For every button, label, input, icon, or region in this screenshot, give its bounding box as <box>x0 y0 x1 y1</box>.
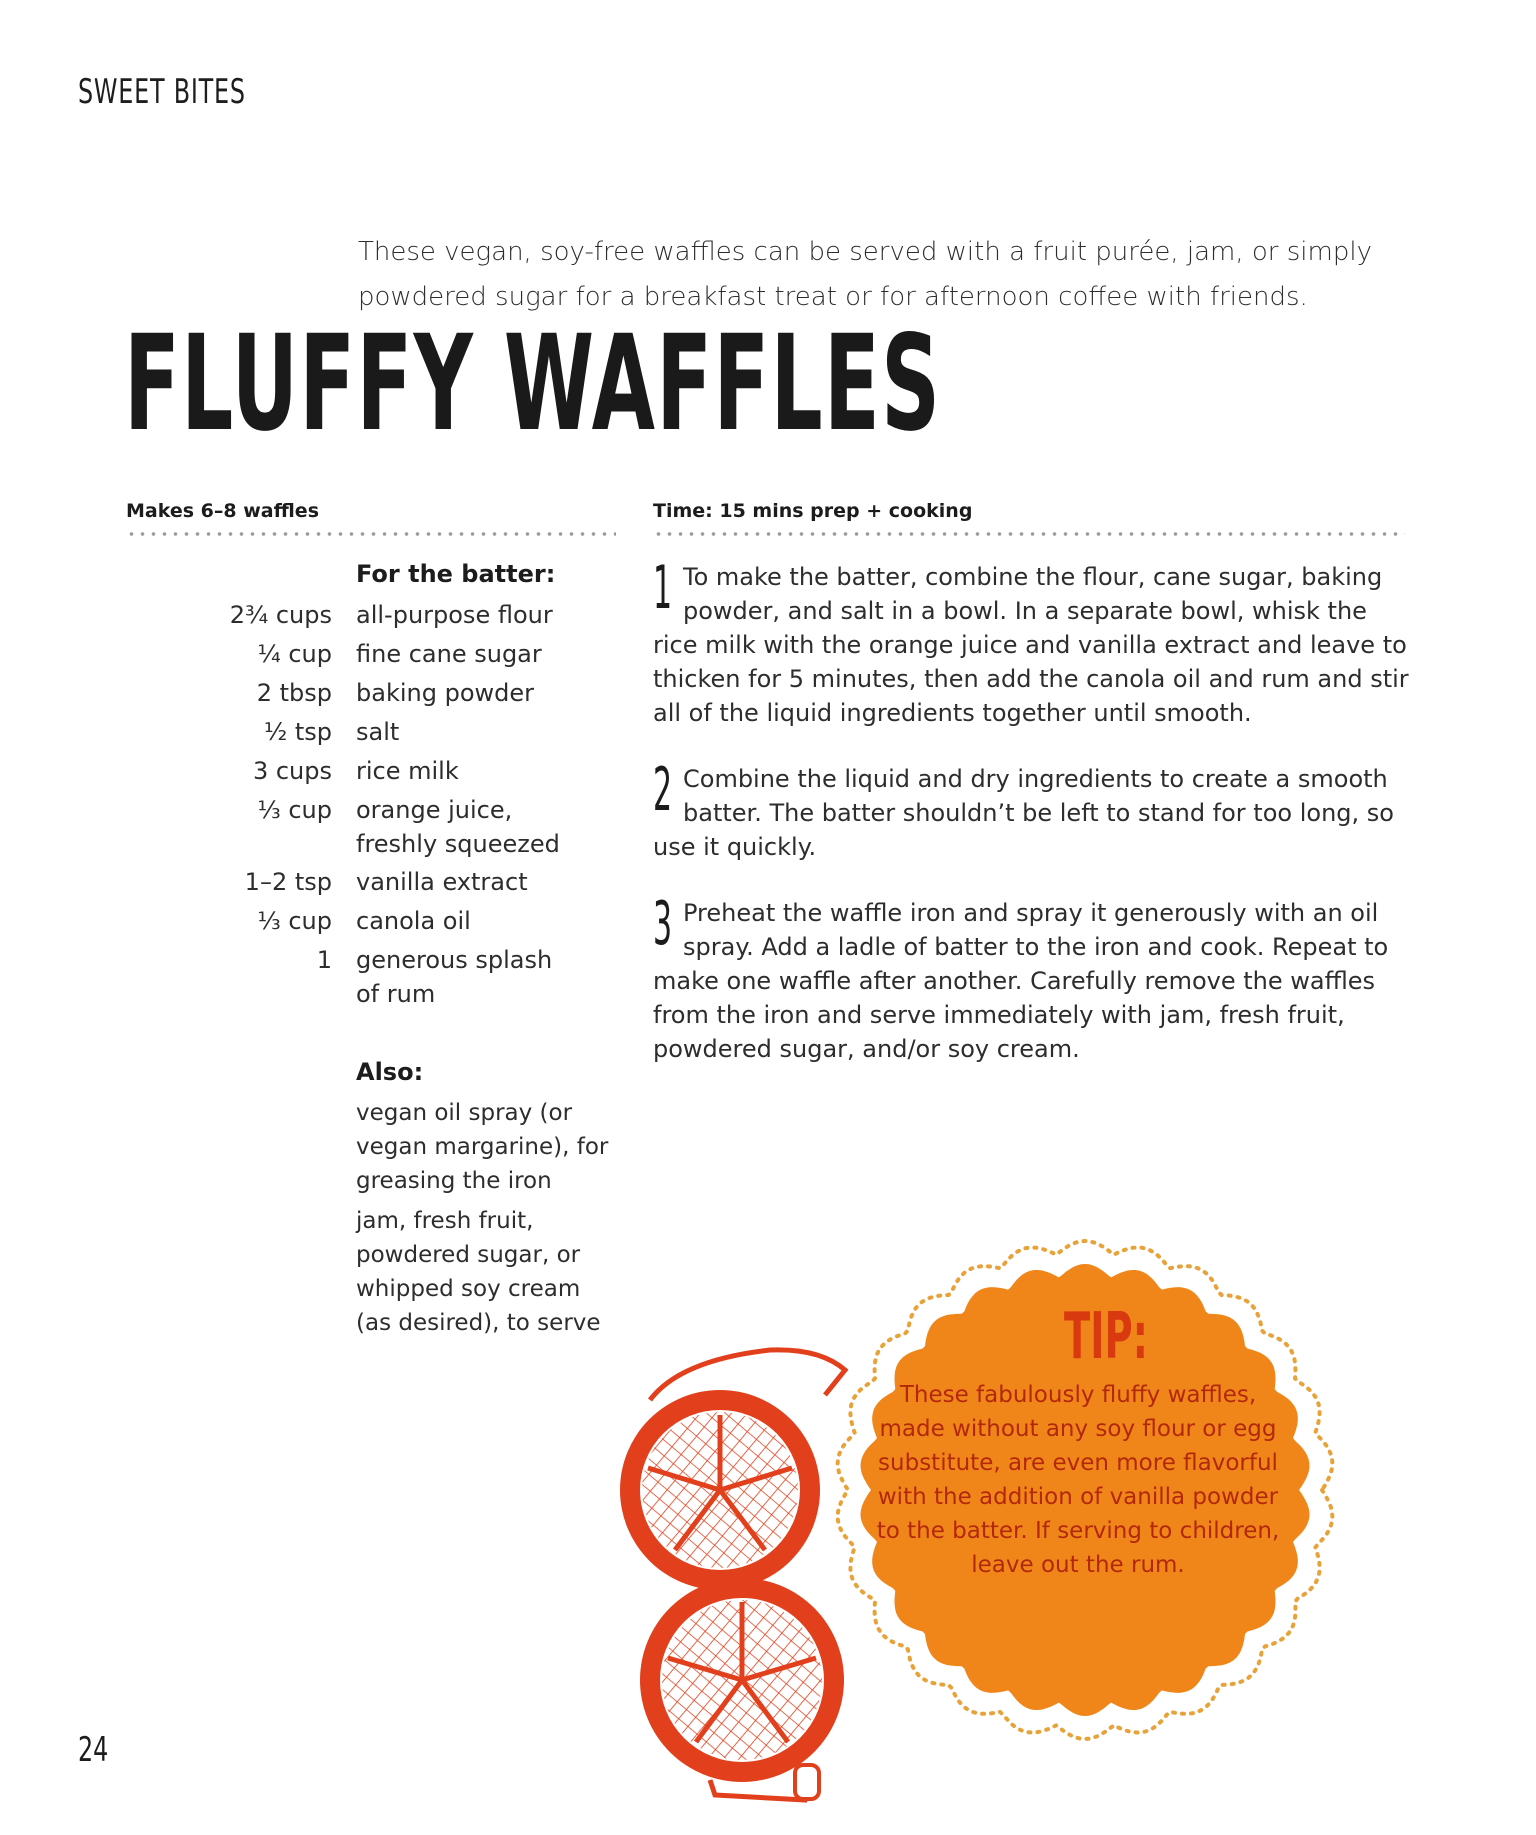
ingredient-qty: ¼ cup <box>257 640 332 668</box>
ingredient-qty: ½ tsp <box>263 718 332 746</box>
also-item: vegan oil spray (or vegan margarine), for greasing the iron <box>356 1100 609 1194</box>
step-text: Combine the liquid and dry ingredients to create a smooth batter. The batter shouldn’t be left to stand for too long, so use it quickly. <box>653 765 1394 861</box>
step-3 <box>653 889 1413 1066</box>
ingredient-qty: 3 cups <box>252 757 332 785</box>
ingredient-name: rice milk <box>356 757 459 785</box>
step-number: 3 <box>653 889 673 959</box>
step-text: To make the batter, combine the flour, cane sugar, baking powder, and salt in a bowl. In a separate bowl, whisk the rice milk with the orange juice and vanilla extract and leave to thicken for 5 minutes, then add the canola oil and rum and stir all of the liquid ingredients together until smooth. <box>653 563 1409 727</box>
ingredient-qty: 2¾ cups <box>229 601 332 629</box>
ingredient-name: salt <box>356 718 400 746</box>
ingredient-name: baking powder <box>356 679 534 707</box>
ingredient-name: orange juice, freshly squeezed <box>356 796 560 858</box>
step-1 <box>653 553 1413 730</box>
ingredient-name: all-purpose flour <box>356 601 553 629</box>
ingredient-qty: 1 <box>316 946 332 974</box>
recipe-yield: Makes 6–8 waffles <box>126 500 319 522</box>
ingredient-name: canola oil <box>356 907 471 935</box>
ingredient-qty: ⅓ cup <box>257 907 332 935</box>
ingredient-qty: 1–2 tsp <box>244 868 332 896</box>
ingredient-name: vanilla extract <box>356 868 528 896</box>
ingredient-name: generous splash of rum <box>356 946 553 1008</box>
tip-text: These fabulously fluffy waffles, made without any soy flour or egg substitute, are even more flavorful with the addition of vanilla powder to the batter. If serving to children, leave out the rum. <box>876 1382 1280 1578</box>
step-text: Preheat the waffle iron and spray it generously with an oil spray. Add a ladle of batter to the iron and cook. Repeat to make one waffle after another. Carefully remove the waffles from the iron and serve immediately with jam, fresh fruit, powdered sugar, and/or soy cream. <box>653 899 1389 1063</box>
ingredient-name: fine cane sugar <box>356 640 542 668</box>
step-number: 1 <box>653 553 673 623</box>
waffle-iron-lid <box>620 1350 845 1590</box>
recipe-title: FLUFFY WAFFLES <box>124 307 942 461</box>
page-number: 24 <box>78 1730 109 1770</box>
ingredient-qty: ⅓ cup <box>257 796 332 824</box>
intro-paragraph: These vegan, soy-free waffles can be served with a fruit purée, jam, or simply powdered sugar for a breakfast treat or for afternoon coffee with friends. <box>358 237 1372 312</box>
step-number: 2 <box>653 755 673 825</box>
divider-right <box>653 532 1405 536</box>
also-heading: Also: <box>356 1058 424 1086</box>
step-2 <box>653 755 1413 864</box>
recipe-time: Time: 15 mins prep + cooking <box>653 500 973 522</box>
section-label: SWEET BITES <box>78 72 246 112</box>
also-item: jam, fresh fruit, powdered sugar, or whipped soy cream (as desired), to serve <box>356 1208 601 1336</box>
tip-title: TIP: <box>1064 1300 1148 1374</box>
divider-left <box>126 532 616 536</box>
waffle-iron-base <box>640 1578 844 1800</box>
ingredient-qty: 2 tbsp <box>256 679 332 707</box>
batter-heading: For the batter: <box>356 560 556 588</box>
